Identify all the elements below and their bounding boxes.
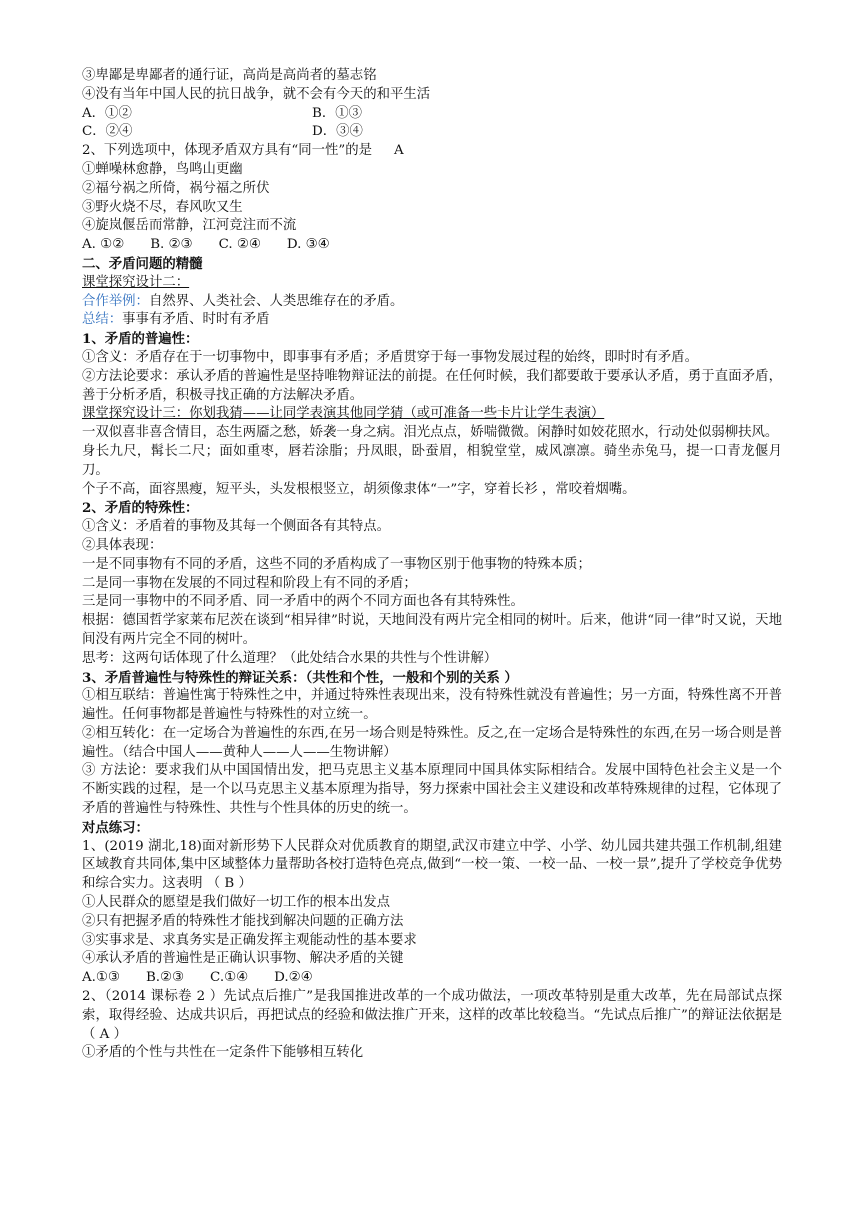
classroom-design-2: 课堂探究设计二： — [82, 274, 190, 290]
cooperation-label: 合作举例： — [82, 293, 149, 309]
practice-q1-option-c: C.①④ — [210, 970, 249, 986]
universality-heading: 1、矛盾的普遍性： — [82, 331, 199, 348]
dialectic-relation-2: ②相互转化：在一定场合为普遍性的东西,在另一场合则是特殊性。反之,在一定场合是特殊性的东西,在另一场合则是普遍性。（结合中国人——黄种人——人——生物讲解） — [82, 725, 782, 760]
q1-options-row-1 — [82, 105, 782, 124]
q2-option-a: A. ①② — [82, 237, 125, 253]
particularity-meaning: ①含义：矛盾着的事物及其每一个侧面各有其特点。 — [82, 519, 390, 535]
q2-options-row — [82, 236, 782, 255]
practice-q1-statement-2: ②只有把握矛盾的特殊性才能找到解决问题的正确方法 — [82, 913, 404, 929]
particularity-concrete: ②具体表现： — [82, 537, 163, 553]
q2-stem: 2、下列选项中，体现矛盾双方具有“同一性”的是 — [82, 143, 373, 159]
q2-stem-line — [82, 142, 782, 161]
practice-heading: 对点练习： — [82, 819, 149, 836]
q2-option-b: B. ②③ — [150, 237, 193, 253]
practice-q1-statement-4: ④承认矛盾的普遍性是正确认识事物、解决矛盾的关键 — [82, 951, 404, 967]
practice-q1-statement-1: ①人民群众的愿望是我们做好一切工作的根本出发点 — [82, 895, 390, 911]
universality-meaning: ①含义：矛盾存在于一切事物中，即事事有矛盾；矛盾贯穿于每一事物发展过程的始终，即时时有矛盾。 — [82, 349, 698, 365]
practice-q2-stem: 2、（2014 课标卷 2 ）先试点后推广”是我国推进改革的一个成功做法，一项改革特别是重大改革，先在局部试点探索，取得经验、达成共识后，再把试点的经验和做法推广开来，这样的改革比较稳当。“先试点后推广”的辩证法依据是（ A ） — [82, 989, 782, 1042]
particularity-point-1: 一是不同事物有不同的矛盾，这些不同的矛盾构成了一事物区别于他事物的特殊本质； — [82, 556, 591, 572]
q1-statement-4: ④没有当年中国人民的抗日战争，就不会有今天的和平生活 — [82, 86, 431, 102]
practice-q1-option-a: A.①③ — [82, 970, 120, 986]
practice-q2-statement-1: ①矛盾的个性与共性在一定条件下能够相互转化 — [82, 1045, 364, 1061]
summary — [82, 311, 782, 330]
q1-option-c: C．②④ — [82, 124, 133, 140]
q2-statement-1: ①蝉噪林愈静，鸟鸣山更幽 — [82, 161, 243, 177]
particularity-point-2: 二是同一事物在发展的不同过程和阶段上有不同的矛盾； — [82, 575, 417, 591]
q2-option-c: C. ②④ — [218, 237, 261, 253]
cooperation-example — [82, 293, 782, 312]
q1-options-row-2 — [82, 123, 782, 142]
universality-methodology: ②方法论要求：承认矛盾的普遍性是坚持唯物辩证法的前提。在任何时候，我们都要敢于要承认矛盾，勇于直面矛盾，善于分析矛盾，积极寻找正确的方法解决矛盾。 — [82, 368, 782, 403]
dialectic-relation-1: ①相互联结：普遍性寓于特殊性之中，并通过特殊性表现出来，没有特殊性就没有普遍性；另一方面，特殊性离不开普遍性。任何事物都是普遍性与特殊性的对立统一。 — [82, 688, 782, 723]
practice-q1-option-d: D.②④ — [274, 970, 313, 986]
particularity-point-3: 三是同一事物中的不同矛盾、同一矛盾中的两个不同方面也各有其特殊性。 — [82, 594, 524, 610]
q2-option-d: D. ③④ — [286, 237, 330, 253]
character-description-2: 身长九尺，髯长二尺；面如重枣，唇若涂脂；丹凤眼，卧蚕眉，相貌堂堂，威风凛凛。骑坐赤兔马，提一口青龙偃月刀。 — [82, 443, 782, 478]
particularity-heading: 2、矛盾的特殊性： — [82, 500, 199, 517]
practice-q1-statement-3: ③实事求是、求真务实是正确发挥主观能动性的基本要求 — [82, 932, 417, 948]
practice-q1-stem: 1、(2019 湖北,18)面对新形势下人民群众对优质教育的期望,武汉市建立中学、小学、幼儿园共建共强工作机制,组建区域教育共同体,集中区域整体力量帮助各校打造特色亮点,做到“一校一策、一校一品、一校一景”,提升了学校竞争优势和综合实力。这表明 （ B ） — [82, 838, 782, 892]
q2-statement-3: ③野火烧不尽，春风吹又生 — [82, 199, 243, 215]
q1-statement-3: ③卑鄙是卑鄙者的通行证，高尚是高尚者的墓志铭 — [82, 68, 377, 83]
q1-option-d: D．③④ — [312, 124, 363, 140]
cooperation-text: 自然界、人类社会、人类思维存在的矛盾。 — [148, 293, 404, 309]
dialectic-relation-3: ③ 方法论：要求我们从中国国情出发，把马克思主义基本原理同中国具体实际相结合。发展中国特色社会主义是一个不断实践的过程，是一个以马克思主义基本原理为指导，努力探索中国社会主义建设和改革特殊规律的过程，它体现了矛盾的普遍性与特殊性、共性与个性具体的历史的统一。 — [82, 763, 782, 817]
particularity-basis: 根据：德国哲学家莱布尼茨在谈到“相异律”时说，天地间没有两片完全相同的树叶。后来，他讲“同一律”时又说，天地间没有两片完全不同的树叶。 — [82, 613, 782, 647]
summary-label: 总结： — [82, 312, 123, 328]
practice-q1-options — [82, 969, 782, 988]
section-2-heading: 二、矛盾问题的精髓 — [82, 255, 203, 272]
q1-option-a: A．①② — [82, 105, 132, 121]
character-description-3: 个子不高，面容黑瘦，短平头，头发根根竖立，胡须像隶体“一”字，穿着长衫 ，常咬着烟嘴。 — [82, 481, 636, 497]
summary-text: 事事有矛盾、时时有矛盾 — [122, 312, 270, 328]
character-description-1: 一双似喜非喜含情目，态生两靥之愁，娇袭一身之病。泪光点点，娇喘微微。闲静时如姣花照水，行动处似弱柳扶风。 — [82, 425, 779, 441]
q2-statement-2: ②福兮祸之所倚，祸兮福之所伏 — [82, 180, 270, 196]
q2-answer: A — [394, 143, 404, 159]
q2-statement-4: ④旋岚偃岳而常静，江河竞注而不流 — [82, 218, 297, 234]
document-body — [82, 67, 782, 1063]
classroom-design-3: 课堂探究设计三：你划我猜——让同学表演其他同学猜（或可准备一些卡片让学生表演） — [82, 406, 605, 422]
particularity-think: 思考：这两句话体现了什么道理？（此处结合水果的共性与个性讲解） — [82, 650, 498, 666]
practice-q1-option-b: B.②③ — [145, 970, 185, 986]
dialectic-heading: 3、矛盾普遍性与特殊性的辩证关系：（共性和个性，一般和个别的关系 ） — [82, 669, 518, 686]
q1-option-b: B．①③ — [312, 105, 363, 121]
